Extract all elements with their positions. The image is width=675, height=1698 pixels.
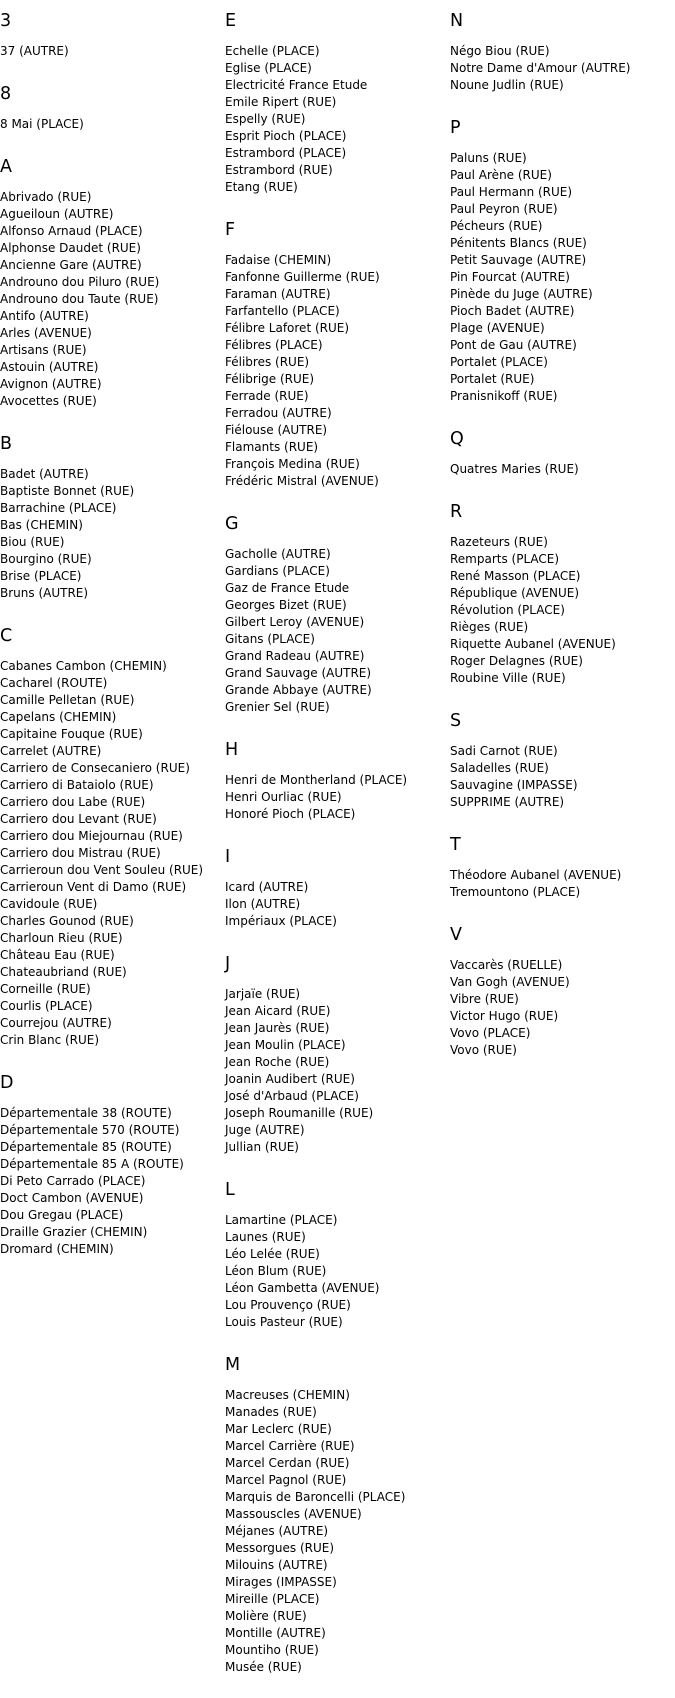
letter-heading: D — [0, 1073, 14, 1093]
street-list — [225, 1387, 447, 1676]
street-item: Riquette Aubanel (AVENUE) — [450, 637, 616, 651]
street-item: Révolution (PLACE) — [450, 603, 565, 617]
letter-group — [0, 1071, 222, 1258]
street-item: Avignon (AUTRE) — [0, 377, 102, 391]
street-item: Launes (RUE) — [225, 1230, 306, 1244]
street-item: Négo Biou (RUE) — [450, 44, 550, 58]
street-item: Espelly (RUE) — [225, 112, 306, 126]
street-item: Ancienne Gare (AUTRE) — [0, 258, 142, 272]
letter-heading: I — [225, 847, 231, 867]
street-list — [225, 546, 447, 716]
street-item: Victor Hugo (RUE) — [450, 1009, 559, 1023]
street-item: Van Gogh (AVENUE) — [450, 975, 570, 989]
street-item: Ferradou (AUTRE) — [225, 406, 332, 420]
street-item: René Masson (PLACE) — [450, 569, 581, 583]
street-item: Baptiste Bonnet (RUE) — [0, 484, 135, 498]
street-item: Joseph Roumanille (RUE) — [225, 1106, 374, 1120]
street-item: Brise (PLACE) — [0, 569, 82, 583]
letter-group — [0, 432, 222, 602]
street-item: Château Eau (RUE) — [0, 948, 115, 962]
street-item: Cacharel (ROUTE) — [0, 676, 108, 690]
street-item: Départementale 85 A (ROUTE) — [0, 1157, 184, 1171]
street-column-2 — [225, 9, 447, 1698]
street-item: Félibrige (RUE) — [225, 372, 315, 386]
street-item: Joanin Audibert (RUE) — [225, 1072, 355, 1086]
street-item: Etang (RUE) — [225, 180, 298, 194]
street-list — [225, 772, 447, 823]
street-item: 37 (AUTRE) — [0, 44, 69, 58]
street-item: Pinède du Juge (AUTRE) — [450, 287, 593, 301]
letter-group — [225, 1353, 447, 1676]
street-item: Frédéric Mistral (AVENUE) — [225, 474, 379, 488]
street-list — [0, 658, 222, 1049]
street-item: Mirages (IMPASSE) — [225, 1575, 337, 1589]
street-item: Carriero dou Levant (RUE) — [0, 812, 157, 826]
letter-group — [225, 512, 447, 716]
street-item: Faraman (AUTRE) — [225, 287, 331, 301]
street-item: Androuno dou Piluro (RUE) — [0, 275, 160, 289]
street-item: Jean Roche (RUE) — [225, 1055, 330, 1069]
street-item: Paul Hermann (RUE) — [450, 185, 573, 199]
street-item: Léo Lelée (RUE) — [225, 1247, 320, 1261]
street-item: Léon Blum (RUE) — [225, 1264, 327, 1278]
street-item: Capelans (CHEMIN) — [0, 710, 117, 724]
letter-heading: F — [225, 220, 236, 240]
street-item: Remparts (PLACE) — [450, 552, 560, 566]
street-item: Courlis (PLACE) — [0, 999, 93, 1013]
street-item: Portalet (PLACE) — [450, 355, 548, 369]
street-item: Abrivado (RUE) — [0, 190, 92, 204]
street-item: Macreuses (CHEMIN) — [225, 1388, 350, 1402]
letter-heading: P — [450, 118, 461, 138]
street-item: Jarjaïe (RUE) — [225, 987, 301, 1001]
street-item: Marcel Cerdan (RUE) — [225, 1456, 350, 1470]
street-item: Saladelles (RUE) — [450, 761, 549, 775]
street-item: Estrambord (PLACE) — [225, 146, 347, 160]
letter-heading: R — [450, 502, 463, 522]
street-item: Massouscles (AVENUE) — [225, 1507, 362, 1521]
street-item: Camille Pelletan (RUE) — [0, 693, 135, 707]
street-item: Molière (RUE) — [225, 1609, 307, 1623]
street-item: Grand Radeau (AUTRE) — [225, 649, 365, 663]
street-item: Sauvagine (IMPASSE) — [450, 778, 578, 792]
street-item: Avocettes (RUE) — [0, 394, 97, 408]
street-item: Plage (AVENUE) — [450, 321, 545, 335]
street-item: Corneille (RUE) — [0, 982, 91, 996]
street-list — [0, 116, 222, 133]
street-item: Messorgues (RUE) — [225, 1541, 335, 1555]
street-item: Carrieroun Vent di Damo (RUE) — [0, 880, 187, 894]
letter-heading: M — [225, 1355, 241, 1375]
street-item: Icard (AUTRE) — [225, 880, 309, 894]
street-item: Pin Fourcat (AUTRE) — [450, 270, 570, 284]
letter-heading: T — [450, 835, 461, 855]
street-item: Notre Dame d'Amour (AUTRE) — [450, 61, 631, 75]
street-item: Vovo (RUE) — [450, 1043, 517, 1057]
letter-group — [225, 738, 447, 823]
street-item: Bruns (AUTRE) — [0, 586, 89, 600]
street-list — [225, 986, 447, 1156]
letter-group — [450, 116, 672, 405]
letter-group — [225, 952, 447, 1156]
street-item: Capitaine Fouque (RUE) — [0, 727, 143, 741]
street-item: Emile Ripert (RUE) — [225, 95, 337, 109]
street-list — [450, 43, 672, 94]
street-item: Paul Peyron (RUE) — [450, 202, 558, 216]
street-item: Jean Jaurès (RUE) — [225, 1021, 330, 1035]
street-item: Gaz de France Etude — [225, 581, 350, 595]
street-item: Louis Pasteur (RUE) — [225, 1315, 343, 1329]
street-item: Pont de Gau (AUTRE) — [450, 338, 577, 352]
street-item: Draille Grazier (CHEMIN) — [0, 1225, 148, 1239]
street-item: Théodore Aubanel (AVENUE) — [450, 868, 622, 882]
street-list — [450, 957, 672, 1059]
street-item: Carriero dou Miejournau (RUE) — [0, 829, 183, 843]
street-item: Marcel Carrière (RUE) — [225, 1439, 355, 1453]
street-list — [225, 1212, 447, 1331]
street-item: Electricité France Etude — [225, 78, 368, 92]
street-item: Arles (AVENUE) — [0, 326, 92, 340]
street-item: Grand Sauvage (AUTRE) — [225, 666, 372, 680]
street-item: République (AVENUE) — [450, 586, 580, 600]
street-list — [225, 252, 447, 490]
street-item: Gitans (PLACE) — [225, 632, 315, 646]
street-item: Juge (AUTRE) — [225, 1123, 305, 1137]
letter-group — [225, 218, 447, 490]
letter-group — [450, 9, 672, 94]
street-item: Gilbert Leroy (AVENUE) — [225, 615, 365, 629]
letter-heading: 3 — [0, 11, 12, 31]
street-item: Courrejou (AUTRE) — [0, 1016, 112, 1030]
street-item: Di Peto Carrado (PLACE) — [0, 1174, 146, 1188]
street-item: Henri Ourliac (RUE) — [225, 790, 342, 804]
street-item: Félibres (PLACE) — [225, 338, 323, 352]
letter-heading: A — [0, 157, 12, 177]
letter-group — [450, 500, 672, 687]
street-item: Jean Moulin (PLACE) — [225, 1038, 346, 1052]
street-item: Vovo (PLACE) — [450, 1026, 531, 1040]
street-item: Noune Judlin (RUE) — [450, 78, 564, 92]
letter-heading: S — [450, 711, 462, 731]
street-item: Mireille (PLACE) — [225, 1592, 320, 1606]
street-item: Fadaise (CHEMIN) — [225, 253, 332, 267]
street-item: Dromard (CHEMIN) — [0, 1242, 114, 1256]
street-item: Mar Leclerc (RUE) — [225, 1422, 332, 1436]
street-item: Charloun Rieu (RUE) — [0, 931, 123, 945]
street-item: Carriero dou Mistrau (RUE) — [0, 846, 161, 860]
letter-group — [225, 845, 447, 930]
street-item: Mountiho (RUE) — [225, 1643, 319, 1657]
letter-group — [225, 9, 447, 196]
street-item: Jullian (RUE) — [225, 1140, 299, 1154]
street-item: Départementale 38 (ROUTE) — [0, 1106, 172, 1120]
street-item: Gardians (PLACE) — [225, 564, 330, 578]
street-item: Agueiloun (AUTRE) — [0, 207, 114, 221]
street-item: Sadi Carnot (RUE) — [450, 744, 558, 758]
street-item: Carrelet (AUTRE) — [0, 744, 102, 758]
street-list — [0, 466, 222, 602]
street-item: Cavidoule (RUE) — [0, 897, 98, 911]
letter-group — [0, 155, 222, 410]
street-list — [450, 150, 672, 405]
street-item: Vaccarès (RUELLE) — [450, 958, 563, 972]
street-item: Dou Gregau (PLACE) — [0, 1208, 124, 1222]
street-list — [450, 534, 672, 687]
letter-heading: Q — [450, 429, 464, 449]
street-item: Artisans (RUE) — [0, 343, 87, 357]
street-item: Honoré Pioch (PLACE) — [225, 807, 356, 821]
street-item: Portalet (RUE) — [450, 372, 535, 386]
street-item: Musée (RUE) — [225, 1660, 302, 1674]
letter-heading: G — [225, 514, 239, 534]
letter-heading: N — [450, 11, 464, 31]
street-item: Eglise (PLACE) — [225, 61, 312, 75]
street-item: Carriero dou Labe (RUE) — [0, 795, 146, 809]
letter-heading: E — [225, 11, 237, 31]
street-item: Pranisnikoff (RUE) — [450, 389, 558, 403]
street-item: Félibres (RUE) — [225, 355, 310, 369]
street-item: Tremountono (PLACE) — [450, 885, 581, 899]
street-item: Milouins (AUTRE) — [225, 1558, 328, 1572]
street-item: François Medina (RUE) — [225, 457, 360, 471]
street-item: Crin Blanc (RUE) — [0, 1033, 100, 1047]
letter-group — [450, 833, 672, 901]
street-item: Carriero de Consecaniero (RUE) — [0, 761, 190, 775]
street-item: Pécheurs (RUE) — [450, 219, 543, 233]
letter-group — [0, 624, 222, 1049]
street-item: Marquis de Baroncelli (PLACE) — [225, 1490, 406, 1504]
street-item: Carrieroun dou Vent Souleu (RUE) — [0, 863, 204, 877]
street-item: Quatres Maries (RUE) — [450, 462, 579, 476]
street-item: 8 Mai (PLACE) — [0, 117, 84, 131]
street-item: Bourgino (RUE) — [0, 552, 92, 566]
street-item: Cabanes Cambon (CHEMIN) — [0, 659, 167, 673]
street-index — [0, 9, 675, 1674]
letter-group — [0, 9, 222, 60]
street-item: Doct Cambon (AVENUE) — [0, 1191, 144, 1205]
letter-heading: C — [0, 626, 13, 646]
street-item: Echelle (PLACE) — [225, 44, 320, 58]
street-item: Grande Abbaye (AUTRE) — [225, 683, 372, 697]
street-item: Paul Arène (RUE) — [450, 168, 552, 182]
street-item: Biou (RUE) — [0, 535, 65, 549]
street-item: Jean Aicard (RUE) — [225, 1004, 331, 1018]
street-item: Alphonse Daudet (RUE) — [0, 241, 141, 255]
street-list — [0, 189, 222, 410]
letter-heading: 8 — [0, 84, 12, 104]
street-list — [225, 43, 447, 196]
street-item: SUPPRIME (AUTRE) — [450, 795, 565, 809]
street-item: Astouin (AUTRE) — [0, 360, 99, 374]
street-item: Léon Gambetta (AVENUE) — [225, 1281, 380, 1295]
street-item: Impériaux (PLACE) — [225, 914, 337, 928]
street-item: Rièges (RUE) — [450, 620, 529, 634]
street-item: Vibre (RUE) — [450, 992, 519, 1006]
street-item: Montille (AUTRE) — [225, 1626, 326, 1640]
letter-group — [450, 427, 672, 478]
letter-group — [225, 1178, 447, 1331]
street-item: Henri de Montherland (PLACE) — [225, 773, 408, 787]
letter-heading: H — [225, 740, 239, 760]
street-item: Farfantello (PLACE) — [225, 304, 340, 318]
street-item: Lou Prouvenço (RUE) — [225, 1298, 351, 1312]
street-item: Georges Bizet (RUE) — [225, 598, 347, 612]
street-item: Badet (AUTRE) — [0, 467, 89, 481]
street-item: Chateaubriand (RUE) — [0, 965, 127, 979]
letter-group — [450, 709, 672, 811]
letter-group — [450, 923, 672, 1059]
street-list — [450, 743, 672, 811]
street-item: Alfonso Arnaud (PLACE) — [0, 224, 143, 238]
street-item: Ferrade (RUE) — [225, 389, 309, 403]
street-item: Pénitents Blancs (RUE) — [450, 236, 587, 250]
letter-heading: B — [0, 434, 13, 454]
street-item: Androuno dou Taute (RUE) — [0, 292, 159, 306]
street-item: Félibre Laforet (RUE) — [225, 321, 350, 335]
street-item: Pioch Badet (AUTRE) — [450, 304, 575, 318]
street-item: José d'Arbaud (PLACE) — [225, 1089, 359, 1103]
street-item: Flamants (RUE) — [225, 440, 319, 454]
street-list — [0, 43, 222, 60]
street-list — [0, 1105, 222, 1258]
street-item: Ilon (AUTRE) — [225, 897, 301, 911]
street-item: Roger Delagnes (RUE) — [450, 654, 583, 668]
street-column-1 — [0, 9, 222, 1280]
street-item: Départementale 570 (ROUTE) — [0, 1123, 180, 1137]
letter-heading: V — [450, 925, 462, 945]
street-item: Fanfonne Guillerme (RUE) — [225, 270, 380, 284]
letter-heading: L — [225, 1180, 235, 1200]
street-item: Charles Gounod (RUE) — [0, 914, 134, 928]
street-item: Estrambord (RUE) — [225, 163, 333, 177]
street-list — [450, 867, 672, 901]
street-item: Razeteurs (RUE) — [450, 535, 548, 549]
street-item: Gacholle (AUTRE) — [225, 547, 331, 561]
street-item: Lamartine (PLACE) — [225, 1213, 338, 1227]
street-item: Paluns (RUE) — [450, 151, 527, 165]
street-list — [225, 879, 447, 930]
letter-heading: J — [225, 954, 231, 974]
street-item: Manades (RUE) — [225, 1405, 317, 1419]
street-item: Méjanes (AUTRE) — [225, 1524, 329, 1538]
street-item: Fiélouse (AUTRE) — [225, 423, 328, 437]
street-item: Marcel Pagnol (RUE) — [225, 1473, 347, 1487]
street-item: Petit Sauvage (AUTRE) — [450, 253, 587, 267]
street-item: Esprit Pioch (PLACE) — [225, 129, 347, 143]
street-item: Grenier Sel (RUE) — [225, 700, 330, 714]
street-item: Roubine Ville (RUE) — [450, 671, 566, 685]
street-item: Bas (CHEMIN) — [0, 518, 83, 532]
street-item: Carriero di Bataiolo (RUE) — [0, 778, 154, 792]
street-list — [450, 461, 672, 478]
street-item: Antifo (AUTRE) — [0, 309, 89, 323]
street-item: Départementale 85 (ROUTE) — [0, 1140, 172, 1154]
street-item: Barrachine (PLACE) — [0, 501, 117, 515]
street-column-3 — [450, 9, 672, 1081]
letter-group — [0, 82, 222, 133]
